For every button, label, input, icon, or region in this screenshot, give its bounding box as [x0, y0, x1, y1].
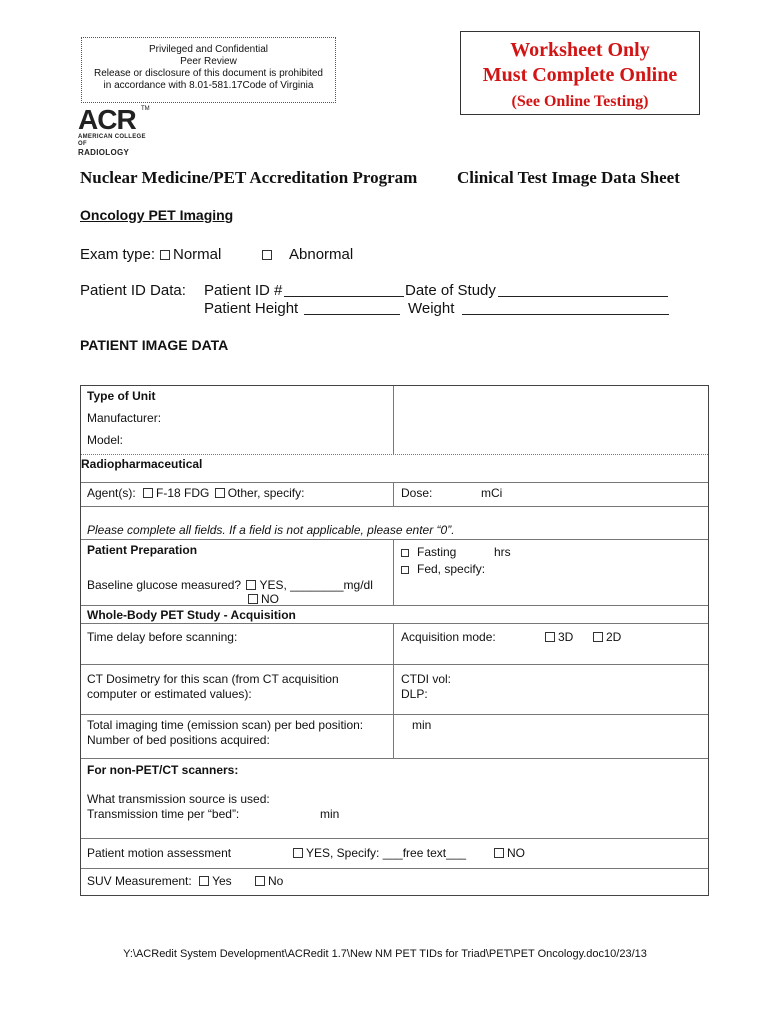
checkbox-icon[interactable]: [255, 876, 265, 886]
row-divider: [81, 454, 708, 455]
checkbox-icon[interactable]: [143, 488, 153, 498]
confidentiality-notice: [81, 37, 336, 103]
col-divider: [393, 623, 394, 758]
col-divider: [393, 539, 394, 605]
total-imaging-time-label: Total imaging time (emission scan) per bed position:: [87, 718, 364, 732]
checkbox-icon[interactable]: [262, 250, 272, 260]
checkbox-icon[interactable]: [199, 876, 209, 886]
suv-no-label: No: [267, 874, 284, 888]
fed-option[interactable]: [401, 562, 485, 577]
row-divider: [81, 868, 708, 869]
row-divider: [81, 623, 708, 624]
acquisition-mode-label: Acquisition mode:: [401, 630, 496, 644]
suv-yes-label: Yes: [212, 874, 232, 888]
exam-normal-option[interactable]: [160, 246, 221, 263]
mode-3d-option[interactable]: [545, 630, 573, 645]
checkbox-icon[interactable]: [545, 632, 555, 642]
checkbox-icon[interactable]: [160, 250, 170, 260]
glucose-no-option[interactable]: [248, 592, 279, 607]
other-label: Other, specify:: [227, 486, 305, 500]
row-divider: [81, 664, 708, 665]
row-divider: [81, 758, 708, 759]
acr-logo: [78, 104, 150, 157]
program-title: Nuclear Medicine/PET Accreditation Program: [80, 168, 418, 187]
worksheet-line-3: (See Online Testing): [511, 93, 649, 110]
manufacturer-label: Manufacturer:: [87, 411, 162, 425]
fasting-option[interactable]: [401, 545, 456, 560]
conf-line-1: Privileged and Confidential: [149, 44, 268, 55]
checkbox-icon[interactable]: [593, 632, 603, 642]
non-pet-ct-title: For non-PET/CT scanners:: [87, 763, 239, 777]
date-of-study-field[interactable]: [498, 296, 668, 297]
checkbox-icon[interactable]: [401, 566, 409, 574]
model-label: Model:: [87, 433, 124, 447]
row-divider: [81, 605, 708, 606]
motion-yes-label: YES, Specify: ___free text___: [306, 846, 467, 860]
checkbox-icon[interactable]: [248, 594, 258, 604]
glucose-yes-label: YES, ________mg/dl: [259, 578, 373, 592]
ct-dosimetry-line-2: computer or estimated values):: [87, 687, 252, 701]
weight-label: Weight: [408, 300, 455, 317]
transmission-source-label: What transmission source is used:: [87, 792, 270, 806]
logo-sub-2: RADIOLOGY: [78, 148, 130, 157]
glucose-label: Baseline glucose measured?: [87, 578, 242, 592]
ct-dosimetry-line-1: CT Dosimetry for this scan (from CT acquisition: [87, 672, 339, 686]
exam-abnormal-option[interactable]: [262, 246, 353, 263]
worksheet-line-2: Must Complete Online: [482, 64, 678, 86]
checkbox-icon[interactable]: [293, 848, 303, 858]
bed-positions-label: Number of bed positions acquired:: [87, 733, 270, 747]
motion-no-label: NO: [507, 846, 525, 860]
conf-line-3: Release or disclosure of this document is prohibited: [93, 68, 323, 79]
weight-field[interactable]: [462, 314, 669, 315]
agents-row: [87, 486, 304, 501]
logo-tm: TM: [141, 106, 150, 112]
dlp-label: DLP:: [401, 687, 428, 701]
type-of-unit-title: Type of Unit: [87, 389, 156, 403]
row-divider: [81, 506, 708, 507]
sheet-title: Clinical Test Image Data Sheet: [457, 168, 680, 187]
hrs-unit: hrs: [494, 545, 511, 559]
fdg-label: F-18 FDG: [156, 486, 210, 500]
suv-label: SUV Measurement:: [87, 874, 192, 888]
patient-id-label: Patient ID #: [204, 282, 283, 299]
glucose-row: [87, 578, 373, 593]
motion-no-option[interactable]: [494, 846, 525, 861]
date-of-study-label: Date of Study: [405, 282, 496, 299]
checkbox-icon[interactable]: [494, 848, 504, 858]
patient-image-data-table: [80, 385, 709, 896]
time-delay-label: Time delay before scanning:: [87, 630, 238, 644]
mode-3d-label: 3D: [558, 630, 574, 644]
exam-abnormal-label: Abnormal: [289, 246, 354, 263]
patient-height-field[interactable]: [304, 314, 400, 315]
fed-label: Fed, specify:: [417, 562, 486, 576]
logo-acronym: ACR: [78, 104, 136, 135]
total-time-unit: min: [412, 718, 432, 732]
conf-line-4: in accordance with 8.01-581.17Code of Virginia: [103, 80, 314, 91]
motion-assessment-label: Patient motion assessment: [87, 846, 232, 860]
agents-label: Agent(s):: [87, 486, 136, 500]
whole-body-title: Whole-Body PET Study - Acquisition: [87, 608, 296, 622]
row-divider: [81, 714, 708, 715]
patient-height-label: Patient Height: [204, 300, 299, 317]
worksheet-line-1: Worksheet Only: [510, 39, 650, 61]
col-divider: [393, 386, 394, 454]
mode-2d-option[interactable]: [593, 630, 621, 645]
mode-2d-label: 2D: [606, 630, 622, 644]
suv-row: [87, 874, 283, 889]
patient-id-data-label: Patient ID Data:: [80, 282, 186, 299]
exam-normal-label: Normal: [173, 246, 222, 263]
exam-type-label: Exam type:: [80, 246, 156, 263]
patient-image-data-heading: PATIENT IMAGE DATA: [80, 337, 229, 353]
logo-sub-1: AMERICAN COLLEGE OF: [78, 134, 146, 147]
checkbox-icon[interactable]: [401, 549, 409, 557]
row-divider: [81, 838, 708, 839]
row-divider: [81, 539, 708, 540]
section-title: Oncology PET Imaging: [80, 207, 234, 223]
patient-id-field[interactable]: [284, 296, 404, 297]
transmission-time-label: Transmission time per “bed”:: [87, 807, 240, 821]
worksheet-notice: [460, 31, 700, 115]
checkbox-icon[interactable]: [215, 488, 225, 498]
radiopharmaceutical-title: Radiopharmaceutical: [81, 457, 203, 471]
mci-unit: mCi: [481, 486, 503, 500]
ctdi-vol-label: CTDI vol:: [401, 672, 452, 686]
row-divider: [81, 482, 708, 483]
instruction-text: Please complete all fields. If a field is not applicable, please enter “0”.: [87, 523, 455, 537]
checkbox-icon[interactable]: [246, 580, 256, 590]
fasting-label: Fasting: [417, 545, 457, 559]
glucose-no-label: NO: [261, 592, 279, 606]
motion-yes-option[interactable]: [293, 846, 466, 861]
dose-label: Dose:: [401, 486, 433, 500]
conf-line-2: Peer Review: [180, 56, 237, 67]
transmission-time-unit: min: [320, 807, 340, 821]
footer-path: Y:\ACRedit System Development\ACRedit 1.7\New NM PET TIDs for Triad\PET\PET Oncology.doc10/23/13: [123, 948, 647, 960]
patient-preparation-title: Patient Preparation: [87, 543, 198, 557]
col-divider: [393, 482, 394, 506]
